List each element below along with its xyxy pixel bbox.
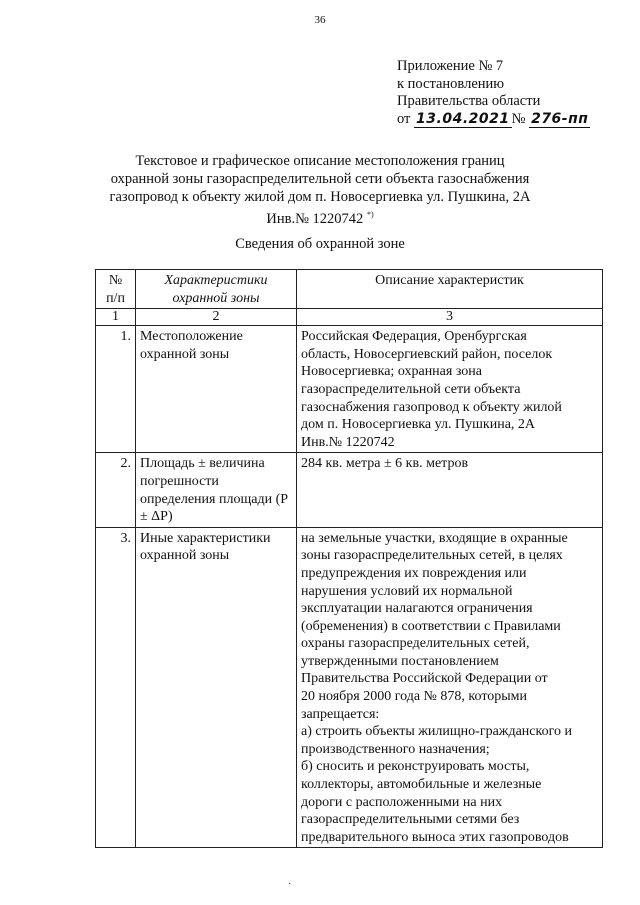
table-row <box>96 326 603 453</box>
handwritten-date: 13.04.2021 <box>416 110 510 127</box>
section-title: Сведения об охранной зоне <box>235 236 405 252</box>
title-line-1: Текстовое и графическое описание местоположения границ <box>135 153 505 169</box>
row-characteristic: Иные характеристики охранной зоны <box>136 527 297 848</box>
row-characteristic: Местоположение охранной зоны <box>136 326 297 453</box>
date-prefix: от <box>397 110 411 127</box>
zone-table <box>95 269 603 848</box>
header-characteristics: Характеристики охранной зоны <box>136 270 297 309</box>
title-line-3: газопровод к объекту жилой дом п. Новосергиевка ул. Пушкина, 2А <box>109 189 531 205</box>
row-number: 2. <box>96 453 136 527</box>
index-cell-2: 2 <box>136 309 297 326</box>
title-line-4 <box>40 206 600 228</box>
number-prefix: № <box>511 110 526 127</box>
appendix-block <box>397 58 590 128</box>
index-cell-3: 3 <box>297 309 603 326</box>
table-index-row <box>96 309 603 326</box>
row-description: Российская Федерация, Оренбургская область, Новосергиевский район, поселок Новосергиевка; охранная зона газораспределительной сети объекта газоснабжения газопровод к объекту жилой дом п. Новосергиевка ул. Пушкина, 2А Инв.№ 1220742 <box>297 326 603 453</box>
header-description: Описание характеристик <box>297 270 603 309</box>
appendix-line-3: Правительства области <box>397 93 541 109</box>
handwritten-number: 276-пп <box>531 110 589 127</box>
footnote-mark: *) <box>366 210 374 219</box>
document-title <box>40 152 600 228</box>
index-cell-1: 1 <box>96 309 136 326</box>
table-header-row <box>96 270 603 309</box>
appendix-title: Приложение № 7 <box>397 58 504 74</box>
appendix-line-2: к постановлению <box>397 75 505 92</box>
row-characteristic: Площадь ± величина погрешности определения площади (Р ± ΔР) <box>136 453 297 527</box>
header-number: № п/п <box>96 270 136 309</box>
appendix-date-line <box>397 111 590 129</box>
page-number: 36 <box>314 14 326 26</box>
row-number: 3. <box>96 527 136 848</box>
table-row <box>96 527 603 848</box>
row-description: на земельные участки, входящие в охранные зоны газораспределительных сетей, в целях предупреждения их повреждения или нарушения условий их нормальной эксплуатации налагаются ограничения (обременения) в соответствии с Правилами охраны газораспределительных сетей, утвержденными постановлением Правительства Российской Федерации от 20 ноября 2000 года № 878, которыми запрещается: а) строить объекты жилищно-гражданского и производственного назначения; б) сносить и реконструировать мосты, коллекторы, автомобильные и железные дороги с расположенными на них газораспределительными сетями без предварительного выноса этих газопроводов <box>297 527 603 848</box>
scan-mark: ˙ <box>288 882 292 893</box>
row-number: 1. <box>96 326 136 453</box>
row-description: 284 кв. метра ± 6 кв. метров <box>297 453 603 527</box>
title-line-2: охранной зоны газораспределительной сети объекта газоснабжения <box>110 171 530 187</box>
table-row <box>96 453 603 527</box>
inventory-number: Инв.№ 1220742 <box>266 211 364 227</box>
